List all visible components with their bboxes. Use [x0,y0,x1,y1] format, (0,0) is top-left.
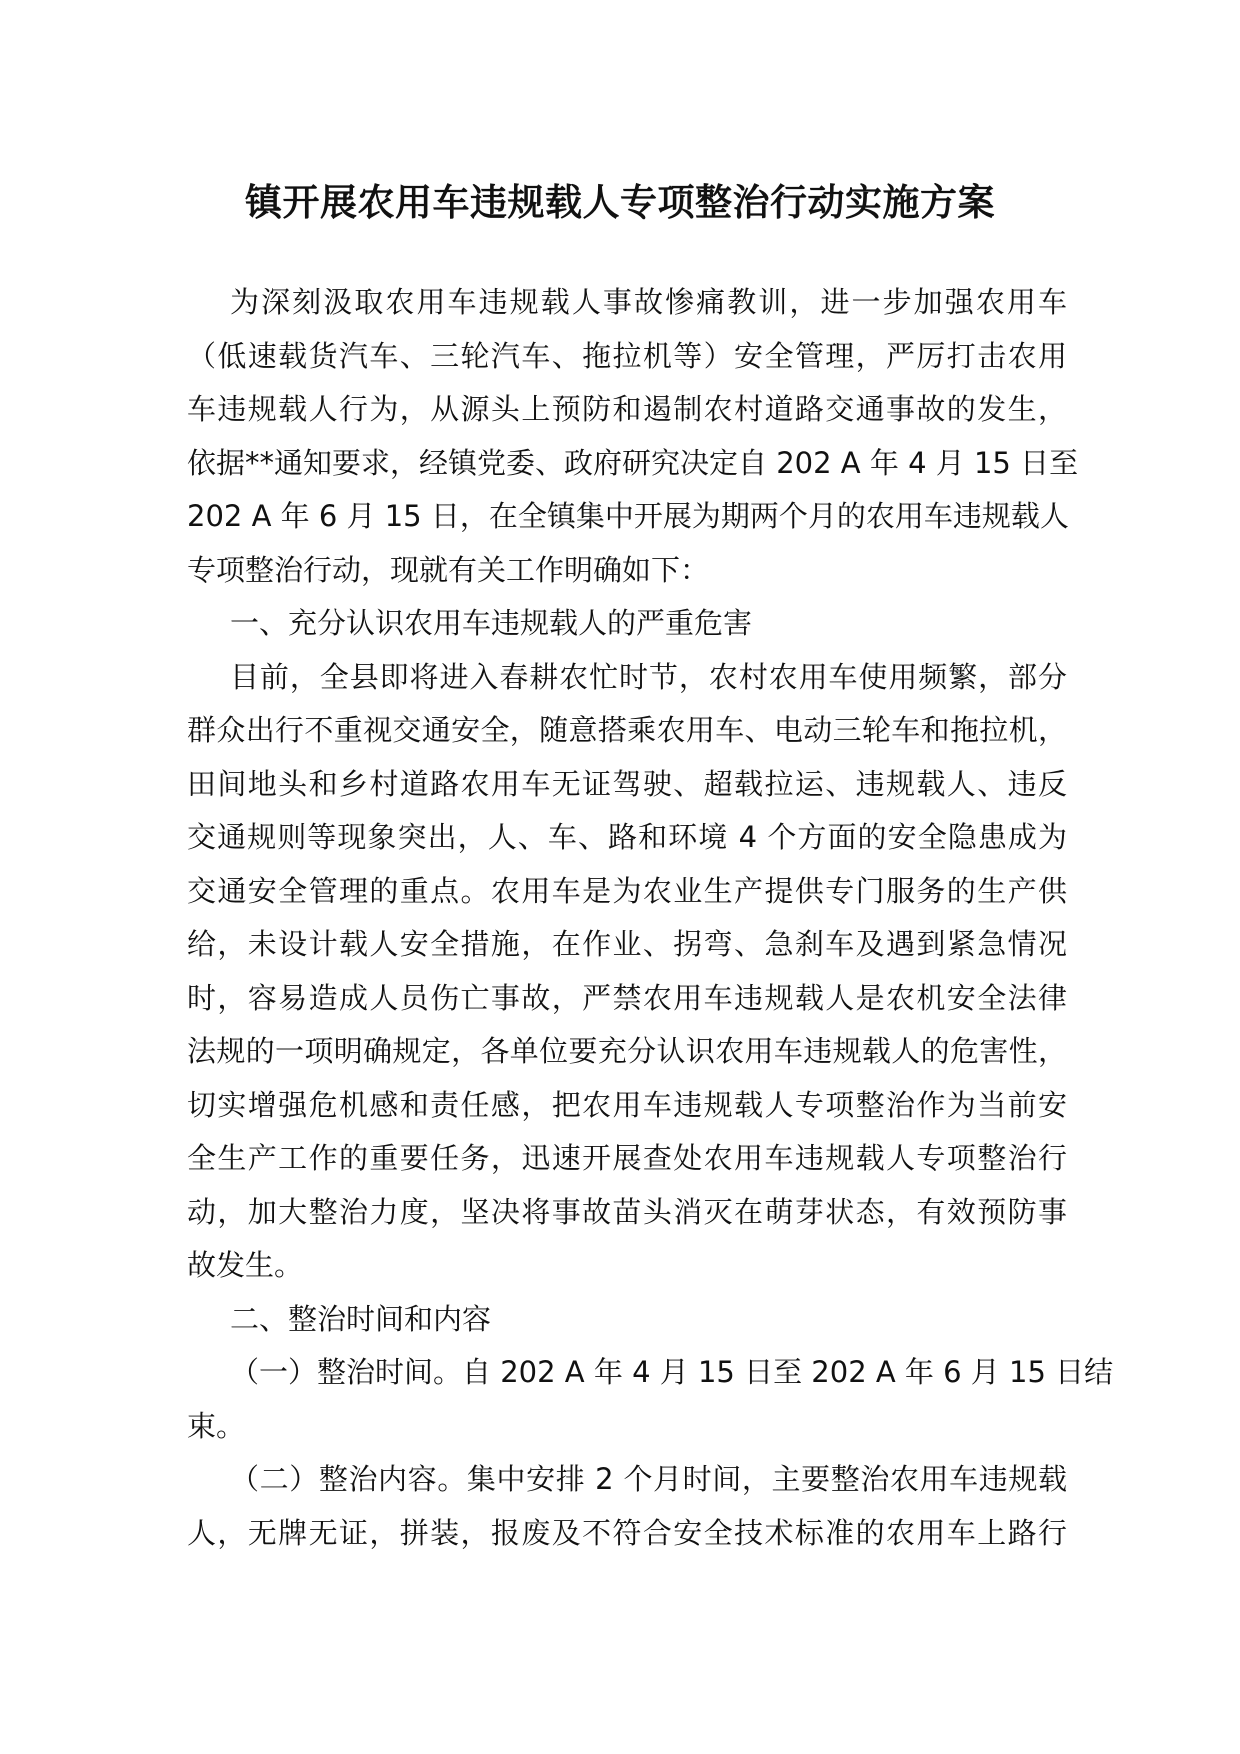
text-line: （二）整治内容。集中安排 2 个月时间，主要整治农用车违规载 [230,1462,1067,1496]
text-line: 交通规则等现象突出，人、车、路和环境 4 个方面的安全隐患成为 [187,820,1067,854]
text-line: 时，容易造成人员伤亡事故，严禁农用车违规载人是农机安全法律 [187,980,1067,1015]
document-body [187,276,1114,1560]
text-line: 202 A 年 6 月 15 日，在全镇集中开展为期两个月的农用车违规载人 [187,499,1069,533]
text-line: 目前，全县即将进入春耕农忙时节，农村农用车使用频繁，部分 [230,659,1067,694]
text-line: 为深刻汲取农用车违规载人事故惨痛教训，进一步加强农用车 [230,285,1067,319]
text-line: 群众出行不重视交通安全，随意搭乘农用车、电动三轮车和拖拉机， [187,713,1067,747]
text-line: 二、整治时间和内容 [230,1301,492,1336]
text-line: （一）整治时间。自 202 A 年 4 月 15 日至 202 A 年 6 月 15 日结 [230,1355,1114,1389]
text-line: 人，无牌无证，拼装，报废及不符合安全技术标准的农用车上路行 [187,1515,1067,1550]
text-line: 一、充分认识农用车违规载人的严重危害 [230,606,753,640]
text-line: 专项整治行动，现就有关工作明确如下： [187,552,710,587]
text-line: 法规的一项明确规定，各单位要充分认识农用车违规载人的危害性， [187,1034,1067,1068]
text-line: 故发生。 [187,1248,304,1282]
document-title: 镇开展农用车违规载人专项整治行动实施方案 [245,180,995,224]
text-line: 束。 [187,1408,246,1443]
text-line: 车违规载人行为，从源头上预防和遏制农村道路交通事故的发生， [187,392,1067,426]
text-line: 田间地头和乡村道路农用车无证驾驶、超载拉运、违规载人、违反 [187,766,1067,801]
text-line: 动，加大整治力度，坚决将事故苗头消灭在萌芽状态，有效预防事 [187,1194,1067,1229]
text-line: 切实增强危机感和责任感，把农用车违规载人专项整治作为当前安 [187,1087,1067,1122]
text-line: 给，未设计载人安全措施，在作业、拐弯、急刹车及遇到紧急情况 [187,927,1067,961]
text-line: 交通安全管理的重点。农用车是为农业生产提供专门服务的生产供 [187,873,1067,908]
text-line: （低速载货汽车、三轮汽车、拖拉机等）安全管理，严厉打击农用 [187,338,1067,373]
text-line: 全生产工作的重要任务，迅速开展查处农用车违规载人专项整治行 [187,1141,1067,1175]
text-line: 依据**通知要求，经镇党委、政府研究决定自 202 A 年 4 月 15 日至 [187,445,1079,480]
